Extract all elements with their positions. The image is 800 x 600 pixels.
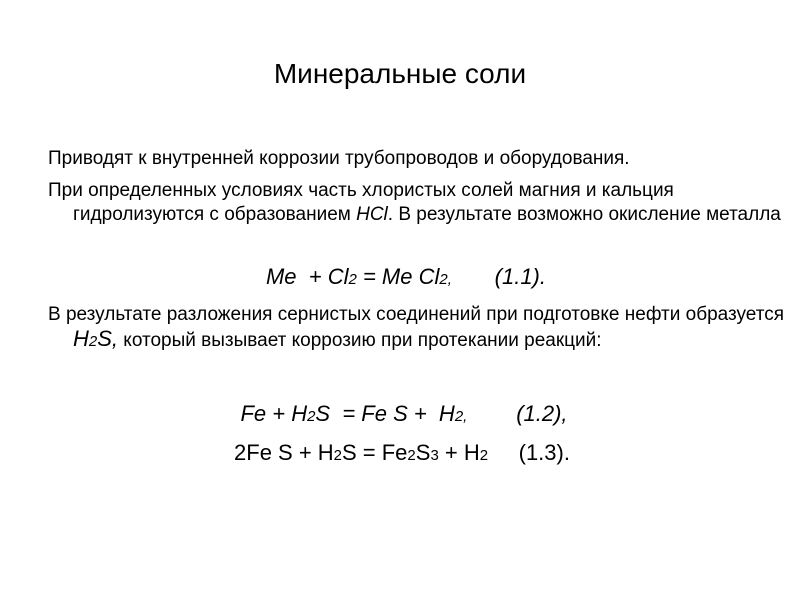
eq2-number: (1.2), — [467, 401, 568, 426]
slide-title: Минеральные соли — [273, 58, 527, 89]
eq3-part4: + H — [438, 440, 480, 465]
eq3-part1: 2Fe S + H — [234, 440, 334, 465]
eq2-part2: S = Fe S + H — [315, 401, 455, 426]
equation-1-1 — [6, 264, 800, 290]
eq3-sub2: 2 — [407, 447, 416, 464]
eq3-sub3: 3 — [430, 447, 439, 464]
paragraph-hydrolysis — [48, 179, 800, 227]
eq1-number: (1.1). — [451, 264, 546, 289]
eq2-sub1: 2 — [307, 408, 316, 425]
eq1-sub-lhs: 2 — [348, 271, 357, 288]
eq2-part1: Fe + H — [240, 401, 308, 426]
equation-1-2 — [4, 401, 800, 427]
eq3-sub1: 2 — [333, 447, 342, 464]
paragraph-sulfur-text: В результате разложения сернистых соединений при подготовке нефти образуется — [48, 304, 784, 325]
eq2-sub2: 2, — [454, 408, 468, 425]
paragraph-sulfur — [48, 303, 800, 354]
eq3-sub4: 2 — [479, 447, 489, 464]
paragraph-hydrolysis-text: При определенных условиях часть хлористых солей магния и кальция гидролизуются с образованием — [48, 180, 674, 225]
formula-h2s — [73, 326, 118, 351]
eq1-lhs: Me + Cl — [265, 264, 349, 289]
formula-hcl: HCl — [356, 204, 388, 225]
eq3-number: (1.3). — [488, 440, 570, 465]
eq1-sub-rhs: 2, — [439, 271, 452, 288]
eq3-part2: S = Fe — [342, 440, 408, 465]
paragraph-hydrolysis-text-end: . В результате возможно окисление металла — [387, 204, 781, 225]
formula-h2s-s: S, — [97, 326, 119, 351]
eq3-part3: S — [415, 440, 431, 465]
formula-h2s-h: H — [73, 326, 89, 351]
formula-h2s-sub: 2 — [88, 333, 98, 350]
equation-1-3 — [2, 440, 800, 466]
eq1-middle: = Me Cl — [356, 264, 440, 289]
paragraph-sulfur-text-end: который вызывает коррозию при протекании реакций: — [118, 330, 602, 351]
paragraph-corrosion: Приводят к внутренней коррозии трубопроводов и оборудования. — [48, 148, 630, 169]
